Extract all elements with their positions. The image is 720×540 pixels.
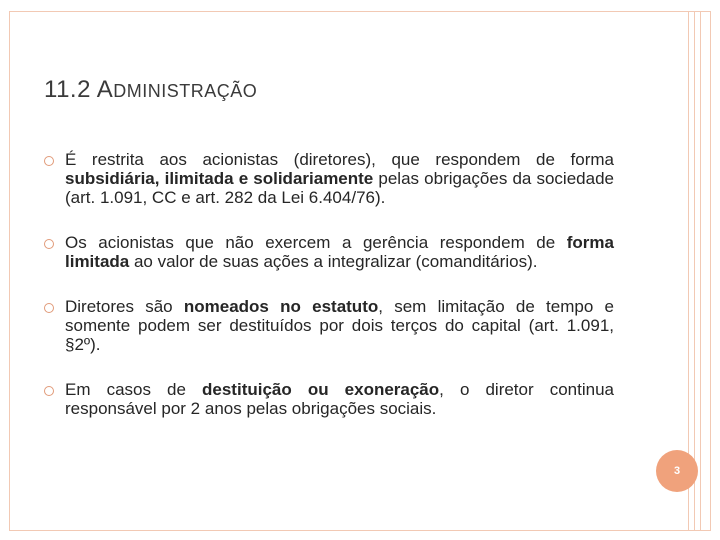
bullet-text: , o diretor continua responsável por 2 anos pelas obrigações sociais. <box>65 380 614 418</box>
page-number-badge <box>656 450 698 492</box>
slide-title-first: 11.2 A <box>44 76 114 103</box>
bullet-marker-icon <box>44 303 54 313</box>
slide-title-rest: DMINISTRAÇÃO <box>113 81 258 101</box>
bullet-text: Diretores são <box>65 297 184 316</box>
bullet-emphasis: subsidiária, ilimitada e solidariamente <box>65 169 374 188</box>
bullet-text: pelas obrigações da sociedade (art. 1.091, CC e art. 282 da Lei 6.404/76). <box>65 169 614 207</box>
frame-rule <box>694 12 695 530</box>
bullet-text: ao valor de suas ações a integralizar (comanditários). <box>129 252 538 271</box>
bullet-emphasis: destituição ou exoneração <box>202 380 440 399</box>
page-number: 3 <box>673 465 681 477</box>
bullet-marker-icon <box>44 386 54 396</box>
bullet-list <box>44 150 614 418</box>
bullet-emphasis: nomeados no estatuto <box>183 297 379 316</box>
slide-title <box>44 76 257 104</box>
frame-rule <box>700 12 701 530</box>
bullet-item <box>44 297 614 354</box>
bullet-emphasis: forma limitada <box>65 233 614 271</box>
bullet-item <box>44 380 614 418</box>
bullet-item <box>44 150 614 207</box>
bullet-marker-icon <box>44 239 54 249</box>
bullet-item <box>44 233 614 271</box>
bullet-text: É restrita aos acionistas (diretores), que respondem de forma <box>65 150 614 169</box>
bullet-text: , sem limitação de tempo e somente podem ser destituídos por dois terços do capital (art. 1.091, §2º). <box>65 297 614 354</box>
bullet-marker-icon <box>44 156 54 166</box>
bullet-text: Em casos de <box>65 380 203 399</box>
bullet-text: Os acionistas que não exercem a gerência respondem de <box>65 233 567 252</box>
